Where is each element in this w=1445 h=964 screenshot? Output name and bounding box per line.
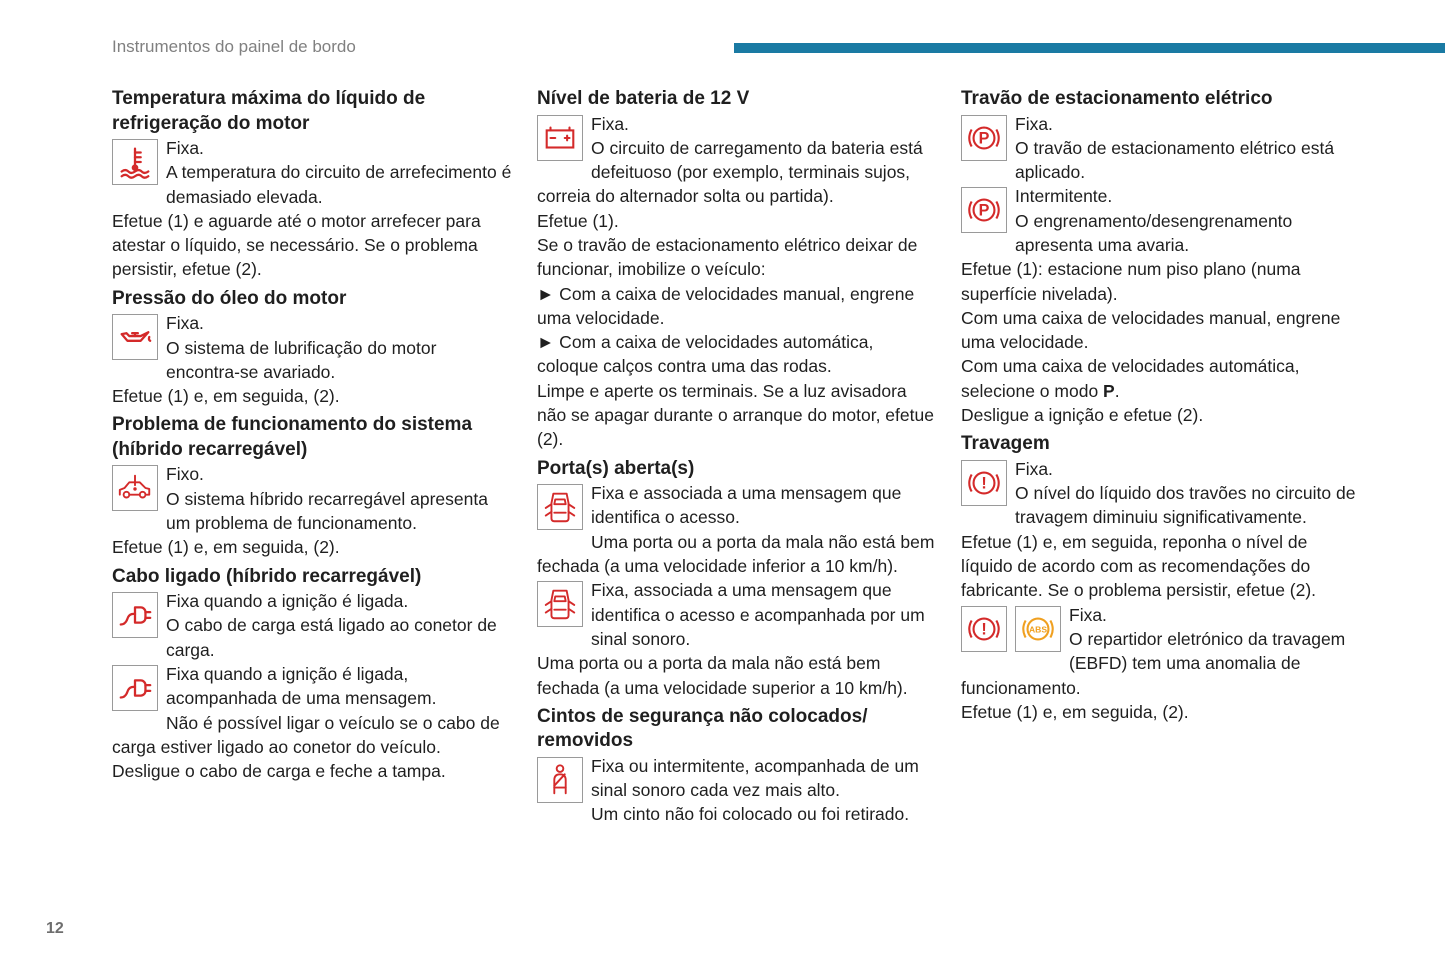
- section-battery: [537, 87, 937, 452]
- text-line: O cabo de carga está ligado ao conetor de carga.: [166, 615, 497, 660]
- text-line: Uma porta ou a porta da mala não está bem fechada (a uma velocidade superior a 10 km/h).: [537, 653, 908, 698]
- text-line: Efetue (1) e, em seguida, reponha o nível de líquido de acordo com as recomendações do fabricante. Se o problema persistir, efetue (2).: [961, 531, 1317, 601]
- text-line: Fixa.: [1069, 604, 1107, 625]
- section-charging-cable: [112, 565, 512, 784]
- text-line: Se o travão de estacionamento elétrico deixar de funcionar, imobilize o veículo:: [537, 234, 918, 280]
- battery-icon: [537, 115, 583, 161]
- text-line: ► Com a caixa de velocidades manual, engrene uma velocidade.: [537, 283, 915, 328]
- section-oil-pressure: [112, 287, 512, 409]
- text-line: Efetue (1) e, em seguida, (2).: [961, 701, 1189, 722]
- section-title: Cabo ligado (híbrido recarregável): [112, 565, 422, 587]
- text-line: ► Com a caixa de velocidades automática, coloque calços contra uma das rodas.: [537, 332, 874, 377]
- hybrid-system-fault-icon: [112, 465, 158, 511]
- text-line: Intermitente.: [1015, 186, 1113, 207]
- section-title: Pressão do óleo do motor: [112, 287, 347, 309]
- section-title: Travagem: [961, 433, 1050, 455]
- section-braking: [961, 432, 1361, 724]
- text-line: O engrenamento/desengrenamento apresenta uma avaria.: [1015, 210, 1293, 255]
- text-line: O sistema híbrido recarregável apresenta um problema de funcionamento.: [166, 488, 488, 534]
- column-2: [537, 87, 937, 832]
- section-title: Travão de estacionamento elétrico: [961, 88, 1273, 109]
- text-span: Com uma caixa de velocidades automática, selecione o modo: [961, 356, 1300, 401]
- text-line: O circuito de carregamento da bateria está defeituoso (por exemplo, terminais sujos, correia do alternador solta ou partida).: [537, 137, 923, 207]
- text-line: Fixa quando a ignição é ligada, acompanhada de uma mensagem.: [166, 664, 437, 709]
- text-line: Efetue (1) e, em seguida, (2).: [112, 537, 340, 558]
- text-line: Uma porta ou a porta da mala não está bem fechada (a uma velocidade inferior a 10 km/h).: [537, 531, 935, 577]
- text-line: O travão de estacionamento elétrico está aplicado.: [1015, 137, 1335, 183]
- text-line: Fixa e associada a uma mensagem que identifica o acesso.: [591, 483, 902, 528]
- section-hybrid-fault: [112, 413, 512, 559]
- brake-warning-mark: !: [981, 620, 987, 639]
- section-title: Temperatura máxima do líquido de refrigeração do motor: [112, 88, 426, 134]
- section-title: Cintos de segurança não colocados/ removidos: [537, 705, 868, 752]
- charging-cable-icon: [112, 592, 158, 638]
- text-line: Fixa.: [166, 138, 204, 158]
- text-line: O nível do líquido dos travões no circuito de travagem diminuiu significativamente.: [1015, 483, 1356, 528]
- brake-warning-icon: [961, 606, 1007, 652]
- text-line: O repartidor eletrónico da travagem (EBFD) tem uma anomalia de funcionamento.: [961, 628, 1346, 698]
- column-3: [961, 87, 1361, 729]
- seatbelt-icon: [537, 757, 583, 803]
- section-title: Problema de funcionamento do sistema (híbrido recarregável): [112, 414, 473, 460]
- section-coolant-temperature: [112, 87, 512, 282]
- text-line: Fixa.: [591, 113, 629, 134]
- text-line: Um cinto não foi colocado ou foi retirado.: [591, 804, 910, 825]
- text-line: Desligue a ignição e efetue (2).: [961, 405, 1204, 426]
- door-open-icon: [537, 581, 583, 627]
- section-door-open: [537, 457, 937, 700]
- coolant-temperature-icon: [112, 139, 158, 185]
- section-seatbelt: [537, 705, 937, 827]
- brake-warning-icon: [961, 460, 1007, 506]
- parking-brake-letter: P: [978, 202, 990, 221]
- text-line: Efetue (1): estacione num piso plano (numa superfície nivelada).: [961, 259, 1301, 304]
- section-title: Porta(s) aberta(s): [537, 457, 695, 479]
- column-1: [112, 87, 512, 789]
- text-line: Fixa quando a ignição é ligada.: [166, 591, 409, 612]
- text-line: Não é possível ligar o veículo se o cabo de carga estiver ligado ao conetor do veículo.: [112, 712, 500, 757]
- section-title: Nível de bateria de 12 V: [537, 88, 750, 109]
- text-line: [961, 354, 1361, 403]
- charging-cable-icon: [112, 665, 158, 711]
- section-parking-brake: [961, 87, 1361, 427]
- text-line: A temperatura do circuito de arrefecimento é demasiado elevada.: [166, 162, 512, 207]
- page-number: 12: [46, 920, 64, 937]
- brake-warning-mark: !: [981, 474, 987, 493]
- text-line: Fixa.: [1015, 458, 1053, 479]
- door-open-icon: [537, 484, 583, 530]
- text-line: Desligue o cabo de carga e feche a tampa.: [112, 761, 446, 782]
- text-line: Fixa, associada a uma mensagem que identifica o acesso e acompanhada por um sinal sonoro.: [591, 580, 925, 649]
- parking-brake-icon: [961, 115, 1007, 161]
- page-header-title: Instrumentos do painel de bordo: [112, 37, 356, 56]
- text-line: Efetue (1) e aguarde até o motor arrefecer para atestar o líquido, se necessário. Se o problema persistir, efetue (2).: [112, 210, 481, 280]
- text-line: Efetue (1).: [537, 210, 619, 231]
- abs-icon: [1015, 606, 1061, 652]
- oil-pressure-icon: [112, 314, 158, 360]
- text-line: O sistema de lubrificação do motor encontra-se avariado.: [166, 337, 437, 382]
- abs-label: ABS: [1028, 623, 1048, 634]
- header-accent-bar: [734, 43, 1445, 53]
- text-line: Fixa.: [1015, 113, 1053, 134]
- gear-mode-p: P: [1103, 380, 1115, 401]
- parking-brake-icon: [961, 187, 1007, 233]
- text-line: Limpe e aperte os terminais. Se a luz avisadora não se apagar durante o arranque do motor, efetue (2).: [537, 380, 934, 450]
- text-line: Fixa.: [166, 313, 204, 334]
- text-line: Com uma caixa de velocidades manual, engrene uma velocidade.: [961, 307, 1341, 353]
- text-line: Efetue (1) e, em seguida, (2).: [112, 386, 340, 407]
- text-span: .: [1114, 380, 1120, 401]
- text-line: Fixa ou intermitente, acompanhada de um sinal sonoro cada vez mais alto.: [591, 755, 919, 801]
- parking-brake-letter: P: [978, 129, 990, 148]
- text-line: Fixo.: [166, 464, 204, 485]
